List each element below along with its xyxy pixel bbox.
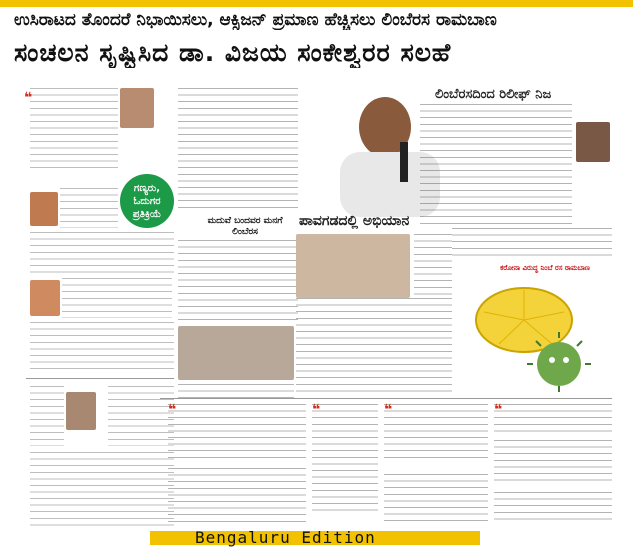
wedding-caption [178, 384, 294, 398]
divider-left [26, 378, 174, 379]
response-block-1 [168, 404, 306, 460]
headline-line2: ಸಂಚಲನ ಸೃಷ್ಟಿಸಿದ ಡಾ. ವಿಜಯ ಸಂಕೇಶ್ವರರ ಸಲಹೆ [14, 38, 452, 67]
person-photo-3 [30, 280, 60, 316]
wedding-photo [178, 326, 294, 380]
person-photo-5 [576, 122, 610, 162]
left-text-block-7 [108, 386, 177, 446]
person-photo-4 [66, 392, 96, 430]
response-block-3 [312, 404, 378, 514]
top-yellow-bar [0, 0, 633, 7]
cartoon-caption: ಕರೋನಾ ವಿರುದ್ಧ ನಿಂಬೆ ರಸ ರಾಮಬಾಣ [500, 264, 590, 272]
lemon-virus-cartoon [464, 282, 614, 394]
quote-mark-2: ❝ [168, 402, 177, 418]
section-pavagada-title: ಪಾವಗಡದಲ್ಲಿ ಅಭಿಯಾನ [299, 213, 410, 229]
quote-mark-4: ❝ [384, 402, 393, 418]
pavagada-photo [296, 234, 410, 298]
reader-response-badge: ಗಣ್ಯರು, ಓದುಗರ ಪ್ರತಿಕ್ರಿಯೆ [120, 174, 174, 228]
edition-label: Bengaluru Edition [195, 528, 376, 547]
response-block-5 [384, 474, 488, 524]
response-block-2 [168, 468, 306, 524]
divider-lower [160, 398, 612, 399]
left-text-block-6 [30, 386, 64, 446]
left-text-block-3 [30, 232, 174, 274]
person-photo-2 [30, 192, 58, 226]
left-text-block-9 [30, 498, 174, 526]
left-text-block-4 [62, 278, 172, 318]
pavagada-side-text [414, 234, 452, 298]
response-block-4 [384, 404, 488, 460]
left-text-block-1 [30, 88, 118, 173]
section-right-title: ಲಿಂಬೆರಸದಿಂದ ರಿಲೀಫ್ ನಿಜ [435, 87, 552, 102]
left-text-block-8 [30, 452, 174, 494]
right-text-block-1 [420, 104, 572, 228]
response-block-6 [494, 404, 612, 434]
quote-mark-3: ❝ [312, 402, 321, 418]
quote-mark-1: ❝ [24, 90, 33, 106]
mid-intro-text [178, 88, 298, 212]
left-text-block-2 [60, 188, 118, 228]
response-block-7 [494, 440, 612, 484]
pavagada-text [296, 298, 452, 392]
section-mid-title: ಮದುವೆ ಬಂದವರ ಮನಗೆ ಲಿಂಬೆರಸ [207, 216, 283, 237]
virus-icon [537, 342, 581, 386]
person-photo-1 [120, 88, 154, 128]
left-text-block-5 [30, 322, 174, 370]
response-block-8 [494, 492, 612, 524]
headline-line1: ಉಸಿರಾಟದ ತೊಂದರೆ ನಿಭಾಯಿಸಲು, ಆಕ್ಸಿಜನ್ ಪ್ರಮಾಣ ಹೆಚ್ಚಿಸಲು ಲಿಂಬೆರಸ ರಾಮಬಾಣ [14, 10, 497, 30]
quote-mark-5: ❝ [494, 402, 503, 418]
right-text-block-2 [452, 228, 612, 260]
mid-text-block [178, 240, 298, 324]
